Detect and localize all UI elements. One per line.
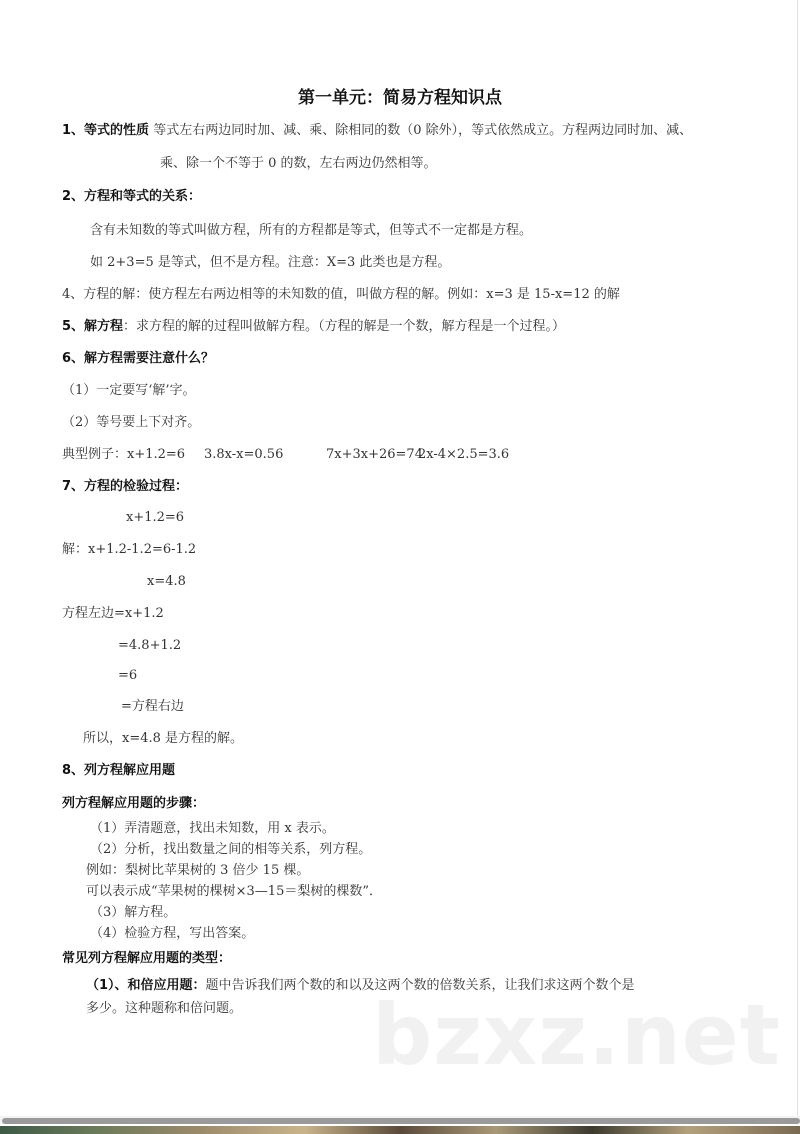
section-6-item-2: （2）等号要上下对齐。 <box>62 415 201 430</box>
check-step-7: =方程右边 <box>121 699 184 714</box>
section-8-types-heading: 常见列方程解应用题的类型： <box>62 951 232 966</box>
example-2: 3.8x-x=0.56 <box>204 447 284 462</box>
section-2-line-2: 如 2+3=5 是等式，但不是方程。注意：X=3 此类也是方程。 <box>90 255 451 270</box>
section-1-label: 1、等式的性质 <box>62 123 150 138</box>
section-5-text: ：求方程的解的过程叫做解方程。（方程的解是一个数，解方程是一个过程。） <box>123 319 566 334</box>
type-1-label: （1）、和倍应用题： <box>86 978 206 993</box>
section-8-steps-heading: 列方程解应用题的步骤： <box>62 796 206 811</box>
section-8-example: 例如：梨树比苹果树的 3 倍少 15 棵。 <box>86 863 310 878</box>
section-6-item-1: （1）一定要写‘解’字。 <box>62 383 196 398</box>
section-7-heading: 7、方程的检验过程： <box>62 479 189 494</box>
check-step-4: 方程左边=x+1.2 <box>62 606 164 621</box>
horizontal-scrollbar-thumb[interactable] <box>2 1118 800 1124</box>
section-1-line-2: 乘、除一个不等于 0 的数，左右两边仍然相等。 <box>160 156 437 171</box>
section-4-text: 4、方程的解：使方程左右两边相等的未知数的值，叫做方程的解。例如：x=3 是 15-x=12 的解 <box>62 287 620 302</box>
section-8-step-2: （2）分析，找出数量之间的相等关系，列方程。 <box>90 842 372 857</box>
section-8-step-4: （4）检验方程，写出答案。 <box>90 926 255 941</box>
section-6-heading: 6、解方程需要注意什么？ <box>62 351 215 366</box>
section-8-heading: 8、列方程解应用题 <box>62 763 176 778</box>
check-step-6: =6 <box>118 668 138 683</box>
section-8-step-3: （3）解方程。 <box>90 905 177 920</box>
type-1-text: 题中告诉我们两个数的和以及这两个数的倍数关系，让我们求这两个数个是 <box>205 978 635 993</box>
type-1-line-1 <box>86 977 635 995</box>
section-8-example-expression: 可以表示成“苹果树的棵树×3—15＝梨树的棵数”． <box>86 884 382 899</box>
page-right-border <box>797 0 798 1116</box>
example-3: 7x+3x+26=74 <box>326 447 423 462</box>
section-1-line-1 <box>62 122 692 140</box>
check-conclusion: 所以，x=4.8 是方程的解。 <box>83 731 244 746</box>
check-step-3: x=4.8 <box>147 574 186 589</box>
section-6-examples <box>62 446 185 464</box>
check-step-5: =4.8+1.2 <box>118 638 182 653</box>
section-1-text: 等式左右两边同时加、减、乘、除相同的数（0 除外），等式依然成立。方程两边同时加、减、 <box>153 123 693 138</box>
example-4: 2x-4×2.5=3.6 <box>418 447 510 462</box>
type-1-line-2: 多少。这种题称和倍问题。 <box>86 1001 243 1016</box>
document-title: 第一单元：简易方程知识点 <box>298 88 502 108</box>
example-1: x+1.2=6 <box>127 447 186 462</box>
watermark: bzxz.net <box>372 986 781 1084</box>
section-8-step-1: （1）弄清题意，找出未知数，用 x 表示。 <box>90 821 335 836</box>
check-step-2: 解：x+1.2-1.2=6-1.2 <box>62 542 197 557</box>
section-5-line <box>62 318 565 336</box>
check-step-1: x+1.2=6 <box>126 510 185 525</box>
background-image-strip <box>0 1126 800 1134</box>
section-2-heading: 2、方程和等式的关系： <box>62 189 202 204</box>
section-2-line-1: 含有未知数的等式叫做方程，所有的方程都是等式，但等式不一定都是方程。 <box>90 223 533 238</box>
examples-label: 典型例子： <box>62 447 128 462</box>
section-5-label: 5、解方程 <box>62 319 124 334</box>
